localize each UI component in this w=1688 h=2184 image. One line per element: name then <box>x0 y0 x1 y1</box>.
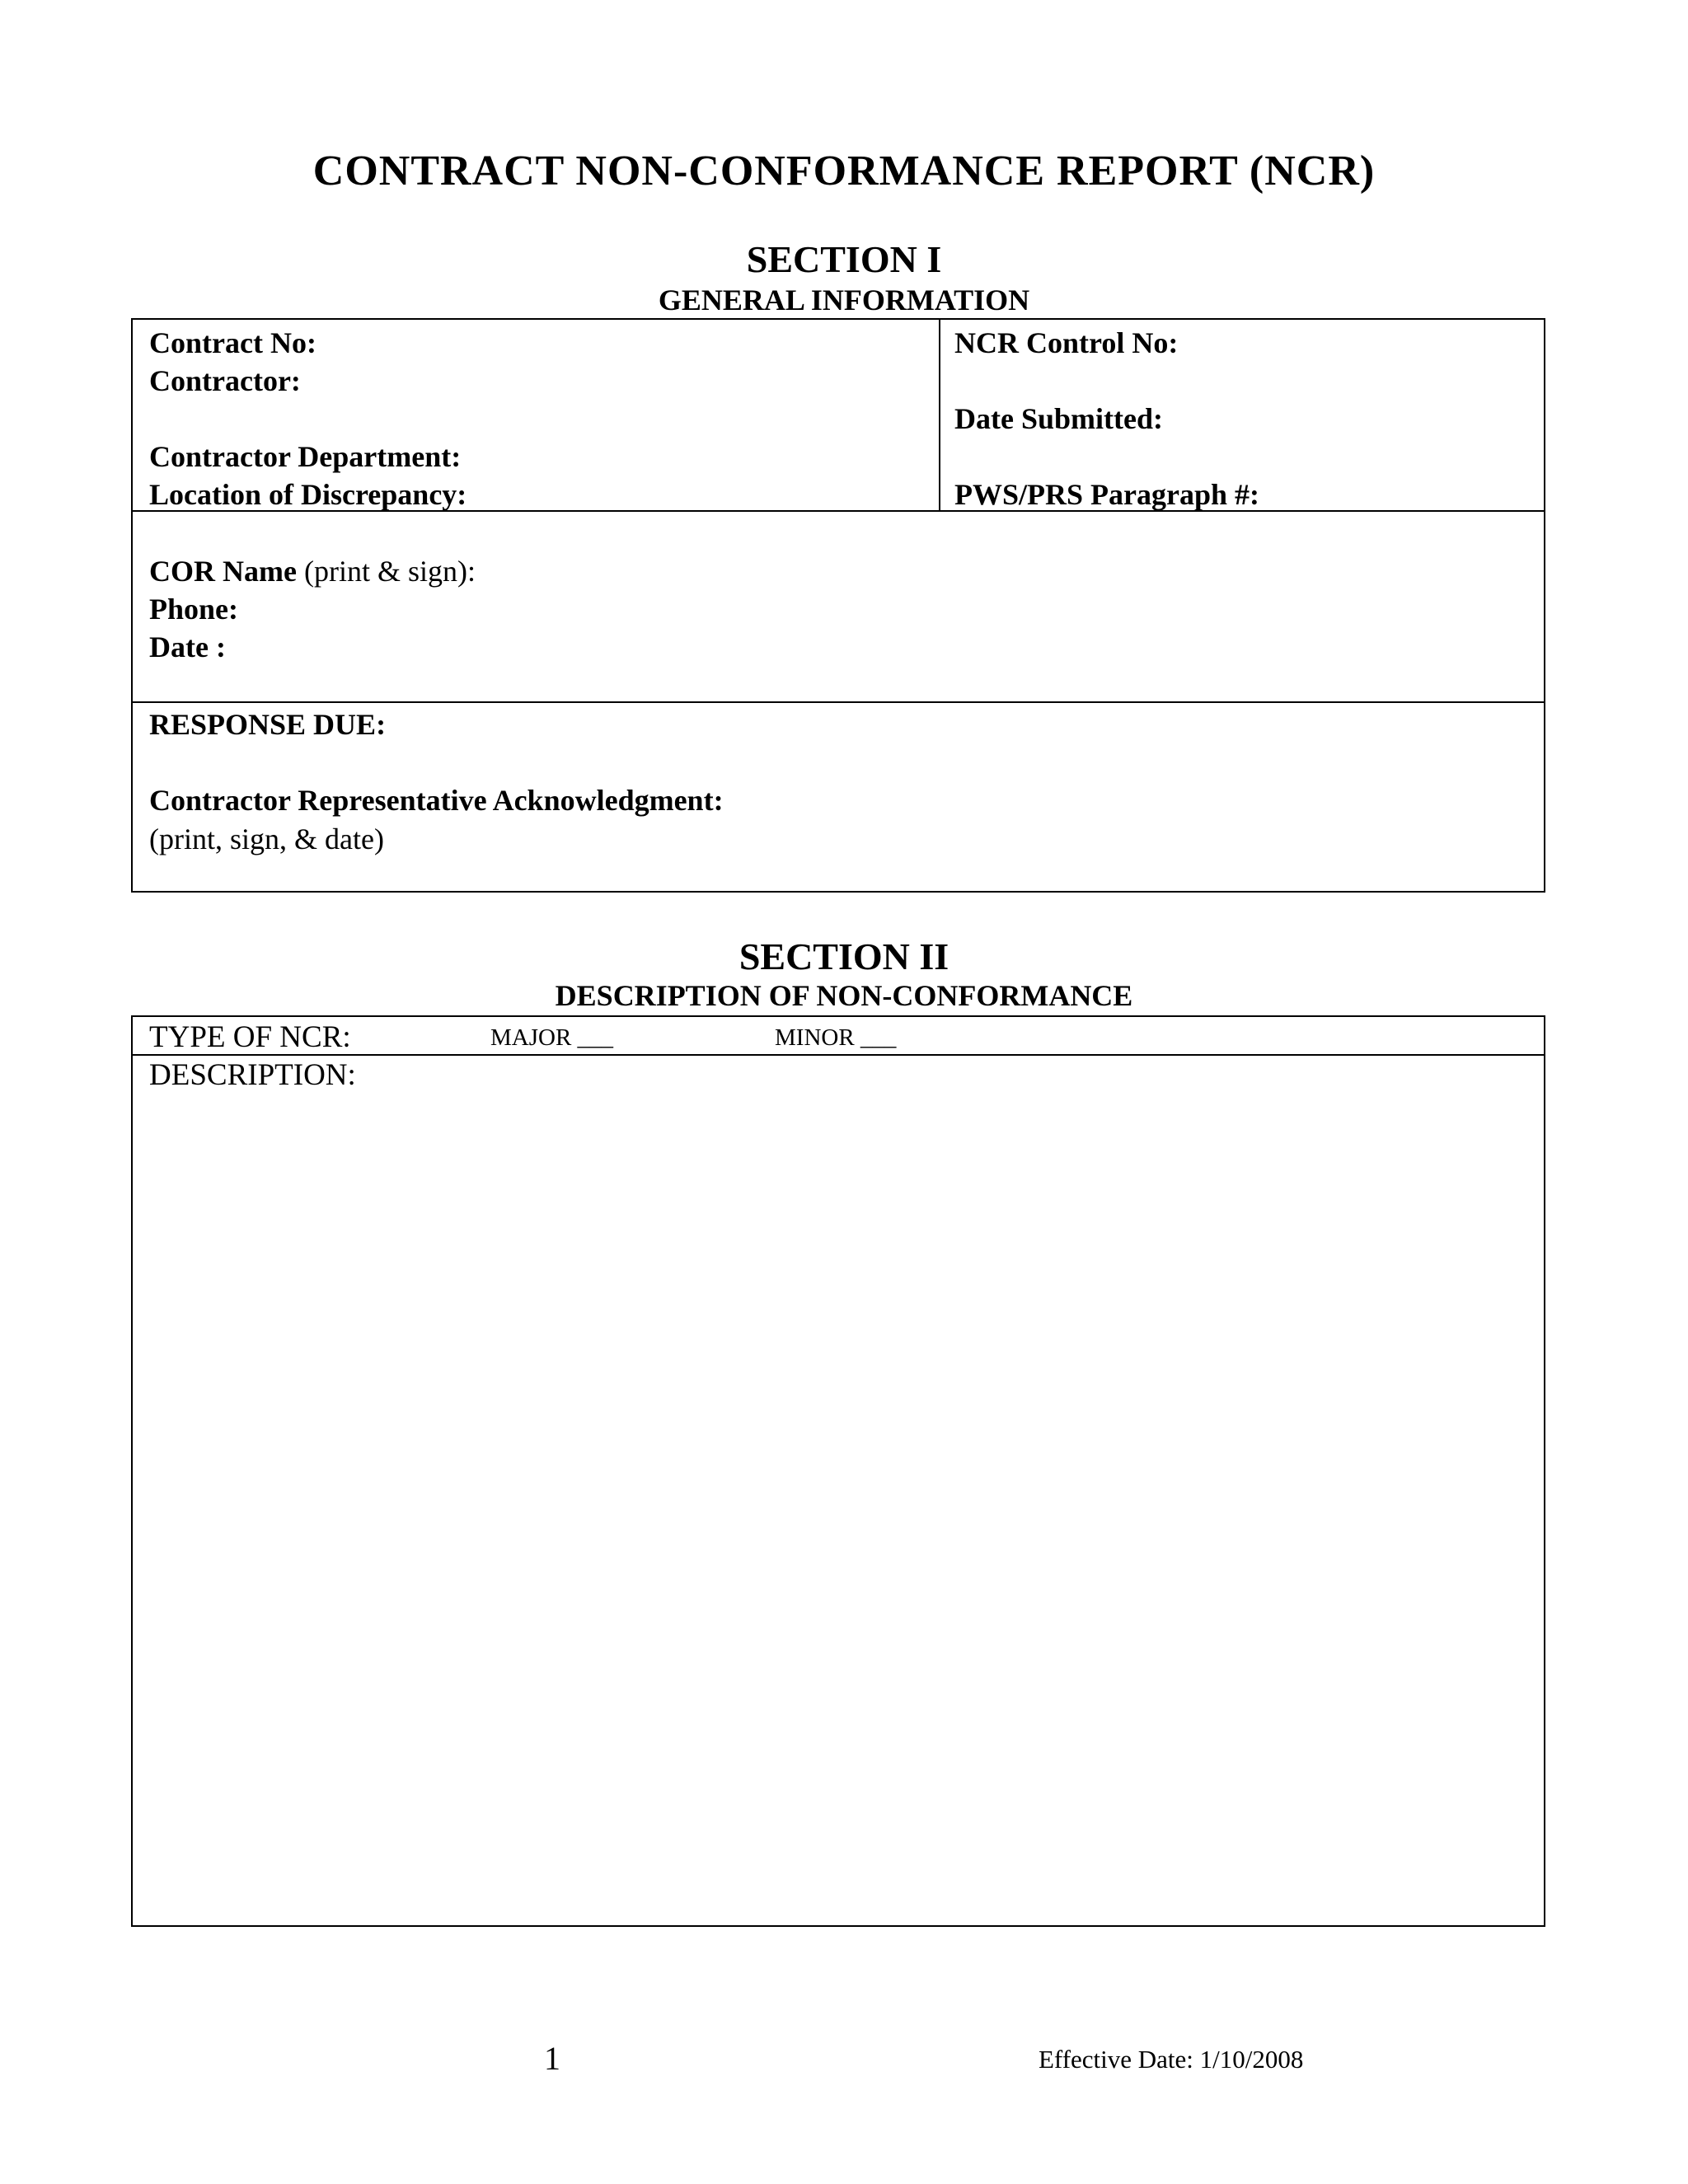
pws-prs-paragraph-label: PWS/PRS Paragraph #: <box>954 478 1260 511</box>
page-number: 1 <box>544 2040 560 2077</box>
effective-date: Effective Date: 1/10/2008 <box>1039 2045 1304 2074</box>
section-1-subheading: GENERAL INFORMATION <box>658 284 1030 316</box>
contractor-department-label: Contractor Department: <box>149 440 462 473</box>
cor-name-label: COR Name <box>149 555 297 588</box>
contractor-ack-note: (print, sign, & date) <box>149 823 384 855</box>
type-row-divider <box>131 1054 1545 1056</box>
date-submitted-label: Date Submitted: <box>954 402 1163 435</box>
location-of-discrepancy-label: Location of Discrepancy: <box>149 478 467 511</box>
description-label: DESCRIPTION: <box>149 1058 356 1092</box>
contractor-ack-label: Contractor Representative Acknowledgment: <box>149 784 724 817</box>
description-form <box>131 1015 1545 1927</box>
response-due-label: RESPONSE DUE: <box>149 708 387 741</box>
cor-date-label: Date : <box>149 630 226 663</box>
ncr-control-no-label: NCR Control No: <box>954 326 1179 359</box>
section-2-heading: SECTION II <box>738 935 950 977</box>
cor-name-note: (print & sign): <box>296 555 476 588</box>
minor-option[interactable]: MINOR ___ <box>775 1024 897 1051</box>
document-title: CONTRACT NON-CONFORMANCE REPORT (NCR) <box>312 148 1376 194</box>
row-divider-2 <box>131 701 1545 703</box>
contractor-label: Contractor: <box>149 364 301 397</box>
type-of-ncr-label: TYPE OF NCR: <box>149 1020 351 1054</box>
major-option[interactable]: MAJOR ___ <box>490 1024 614 1051</box>
section-1-heading: SECTION I <box>746 238 942 280</box>
cor-phone-label: Phone: <box>149 593 238 626</box>
contract-no-label: Contract No: <box>149 326 316 359</box>
cor-name-field <box>149 556 476 586</box>
section-2-subheading: DESCRIPTION OF NON-CONFORMANCE <box>555 979 1133 1012</box>
column-divider <box>939 318 940 511</box>
